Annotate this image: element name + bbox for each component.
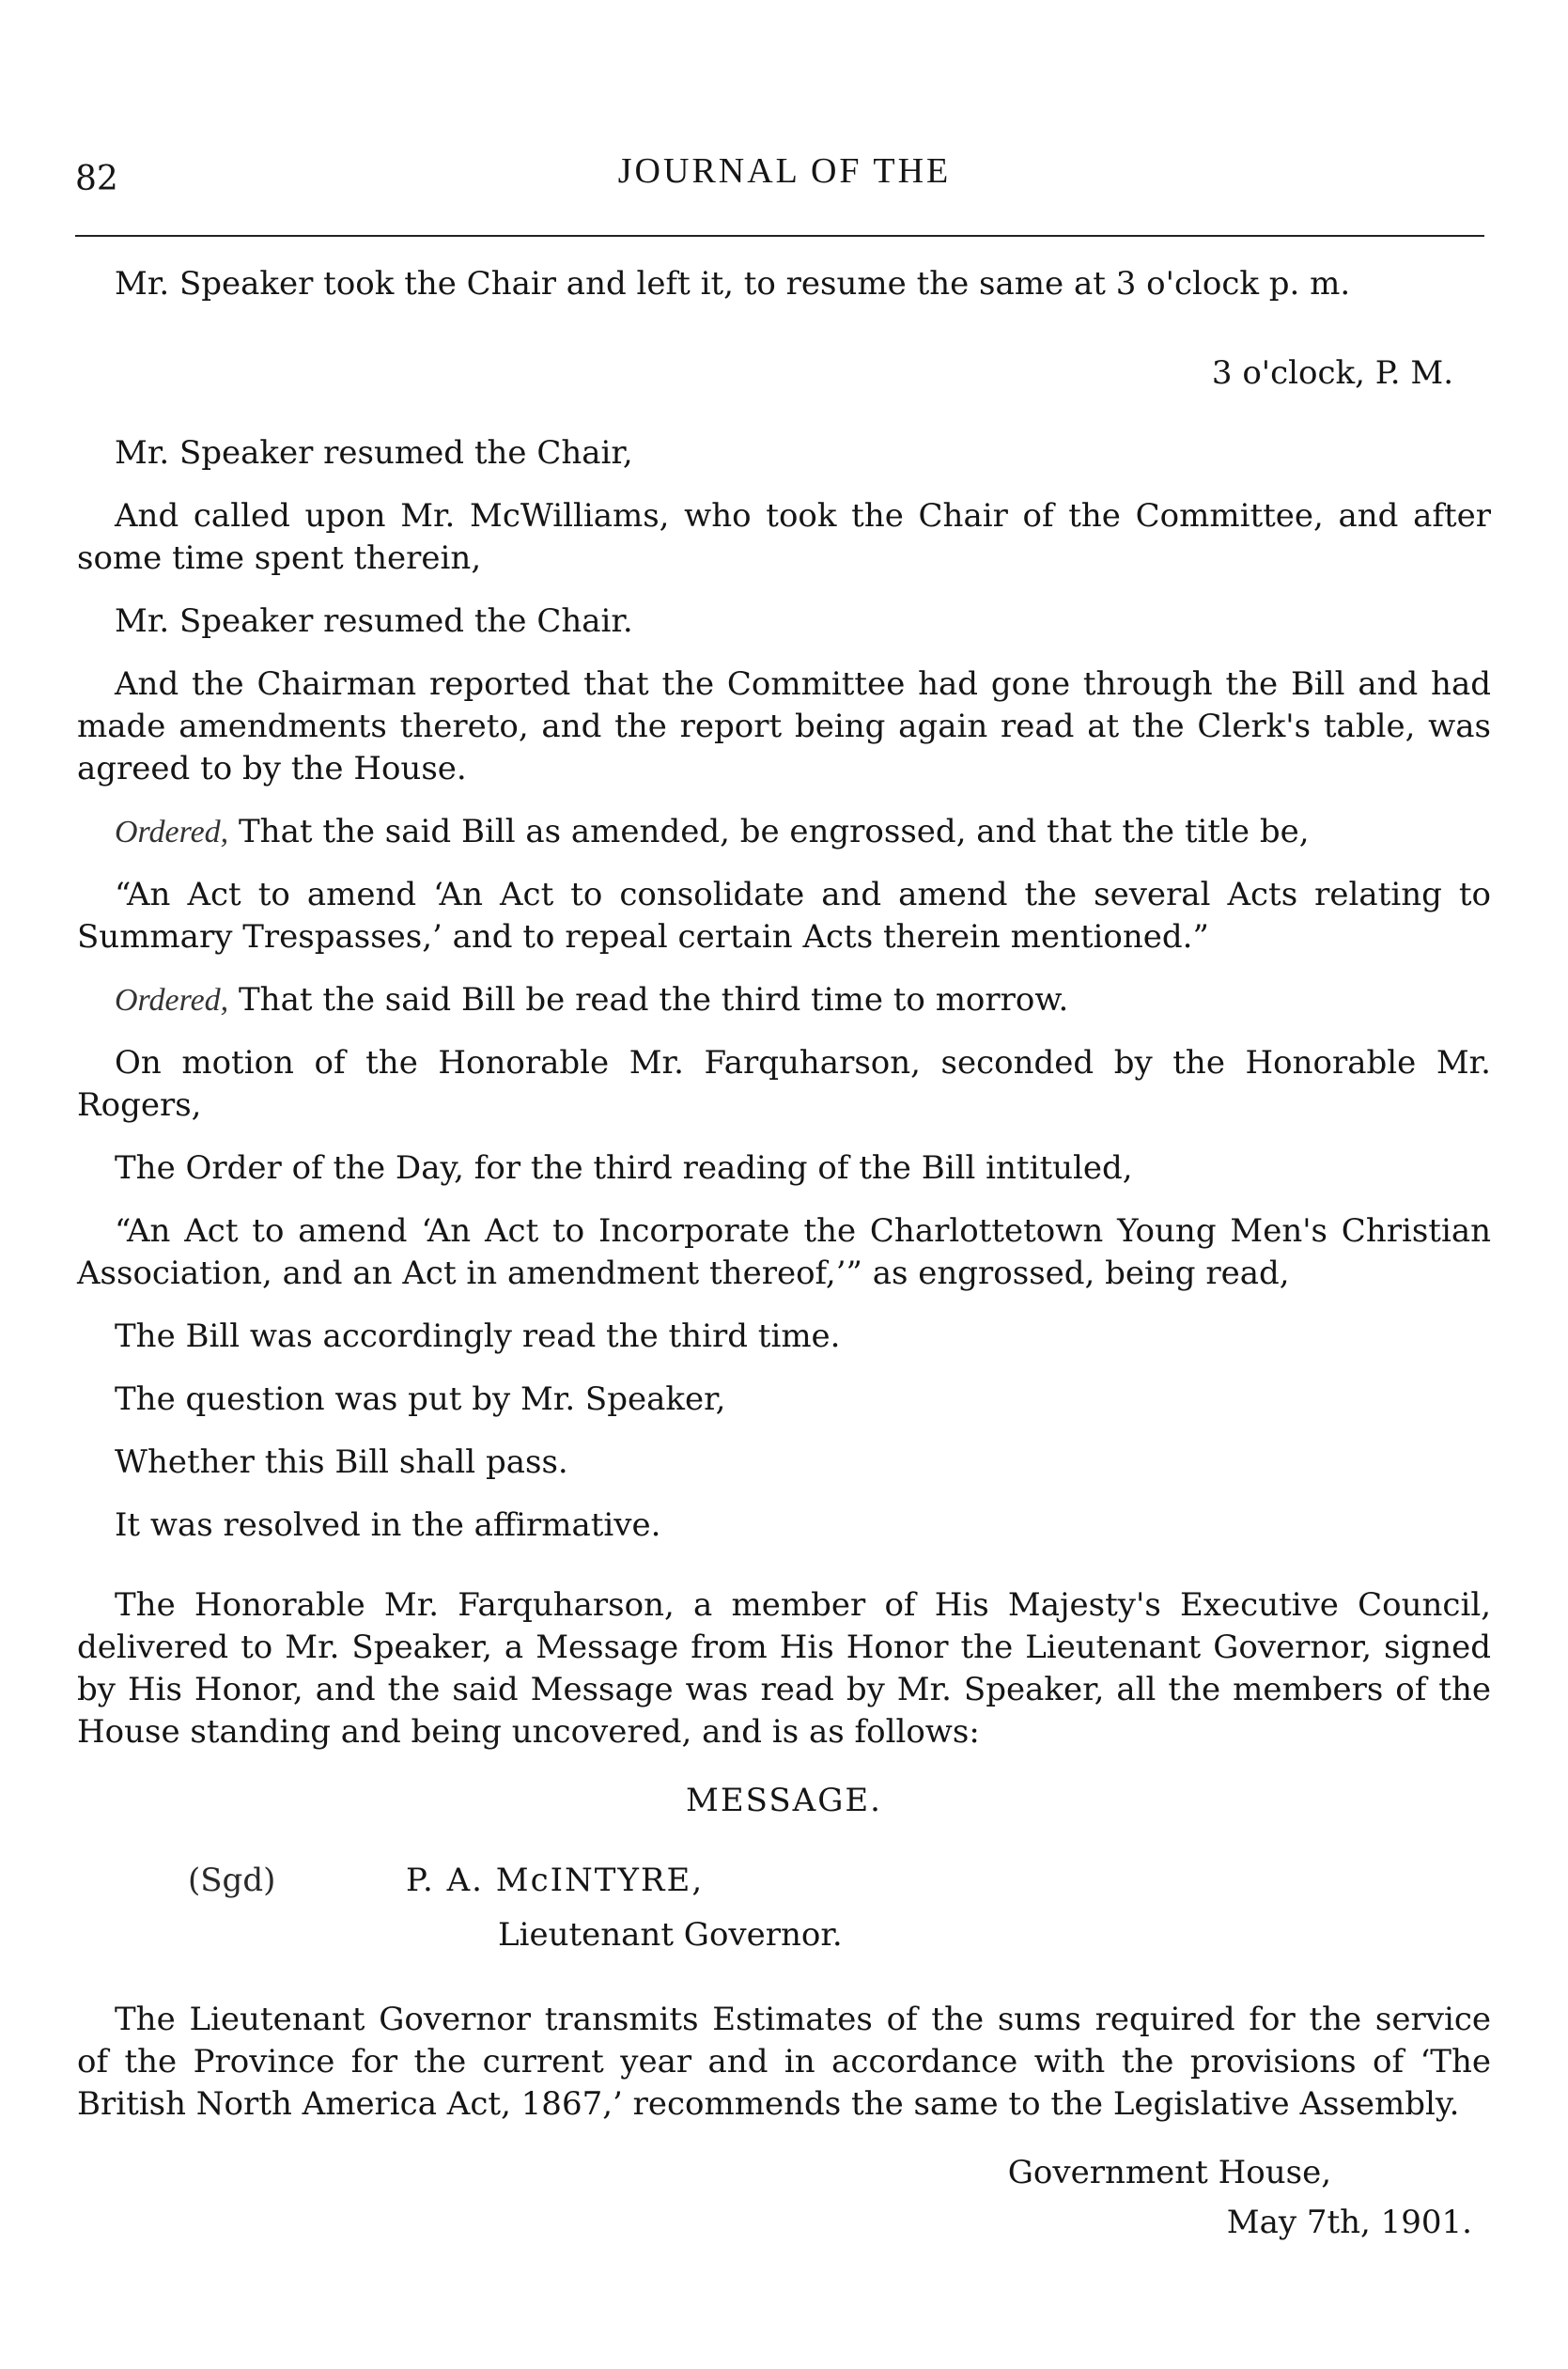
signature-block (77, 1860, 1491, 1971)
paragraph-committee: And called upon Mr. McWilliams, who took the Chair of the Committee, and after some time spent therein, (77, 497, 1491, 577)
paragraph-question: The question was put by Mr. Speaker, (115, 1380, 726, 1418)
closing-place: Government House, (1007, 2154, 1331, 2191)
paragraph-resumed: Mr. Speaker resumed the Chair, (115, 434, 633, 472)
paragraph-resolved: It was resolved in the affirmative. (115, 1506, 661, 1544)
paragraph-chairman-report: And the Chairman reported that the Committee had gone through the Bill and had made amendments thereto, and the report being again read at the Clerk's table, was agreed to by the House. (77, 665, 1491, 787)
paragraph-ordered-engrossed (77, 811, 1491, 853)
signatory-title: Lieutenant Governor. (498, 1916, 843, 1954)
paragraph-bill-title: “An Act to amend ‘An Act to consolidate and amend the several Acts relating to Summary Trespasses,’ and to repeal certain Acts therein mentioned.” (77, 876, 1491, 956)
closing-block (77, 2152, 1491, 2244)
signatory-name: P. A. McINTYRE, (406, 1862, 705, 1899)
ordered-label: Ordered, (115, 983, 229, 1018)
page-header (75, 141, 1494, 197)
message-heading: MESSAGE. (686, 1782, 882, 1819)
ordered-label: Ordered, (115, 815, 229, 849)
paragraph-message-delivered: The Honorable Mr. Farquharson, a member of His Majesty's Executive Council, delivered to Mr. Speaker, a Message from His Honor the Lieutenant Governor, signed by His Honor, and the said Message was read by Mr. Speaker, all the members of the House standing and being uncovered, and is as follows: (77, 1586, 1491, 1751)
paragraph-motion: On motion of the Honorable Mr. Farquharson, seconded by the Honorable Mr. Rogers, (77, 1044, 1491, 1124)
paragraph-ymca-bill: “An Act to amend ‘An Act to Incorporate the Charlottetown Young Men's Christian Association, and an Act in amendment thereof,’” as engrossed, being read, (77, 1212, 1491, 1292)
journal-body (77, 263, 1491, 2244)
ordered-text: That the said Bill be read the third time to morrow. (239, 981, 1069, 1019)
closing-date: May 7th, 1901. (1226, 2204, 1472, 2241)
running-title: JOURNAL OF THE (617, 151, 952, 191)
paragraph-ordered-third-reading (77, 979, 1491, 1021)
paragraph-third-time: The Bill was accordingly read the third time. (115, 1317, 841, 1355)
paragraph-resumed-chair: Mr. Speaker resumed the Chair. (115, 602, 633, 640)
page-number: 82 (75, 160, 118, 198)
ordered-text: That the said Bill as amended, be engrossed, and that the title be, (239, 813, 1310, 850)
time-marker: 3 o'clock, P. M. (1211, 354, 1453, 392)
paragraph-estimates: The Lieutenant Governor transmits Estimates of the sums required for the service of the Province for the current year and in accordance with the provisions of ‘The British North America Act, 1867,’ recommends the same to the Legislative Assembly. (77, 2001, 1491, 2123)
paragraph-order-of-day: The Order of the Day, for the third reading of the Bill intituled, (115, 1149, 1133, 1187)
header-rule (75, 235, 1484, 237)
signed-mark: (Sgd) (188, 1862, 276, 1899)
paragraph-whether: Whether this Bill shall pass. (115, 1443, 568, 1481)
paragraph-recess: Mr. Speaker took the Chair and left it, to resume the same at 3 o'clock p. m. (115, 265, 1351, 303)
